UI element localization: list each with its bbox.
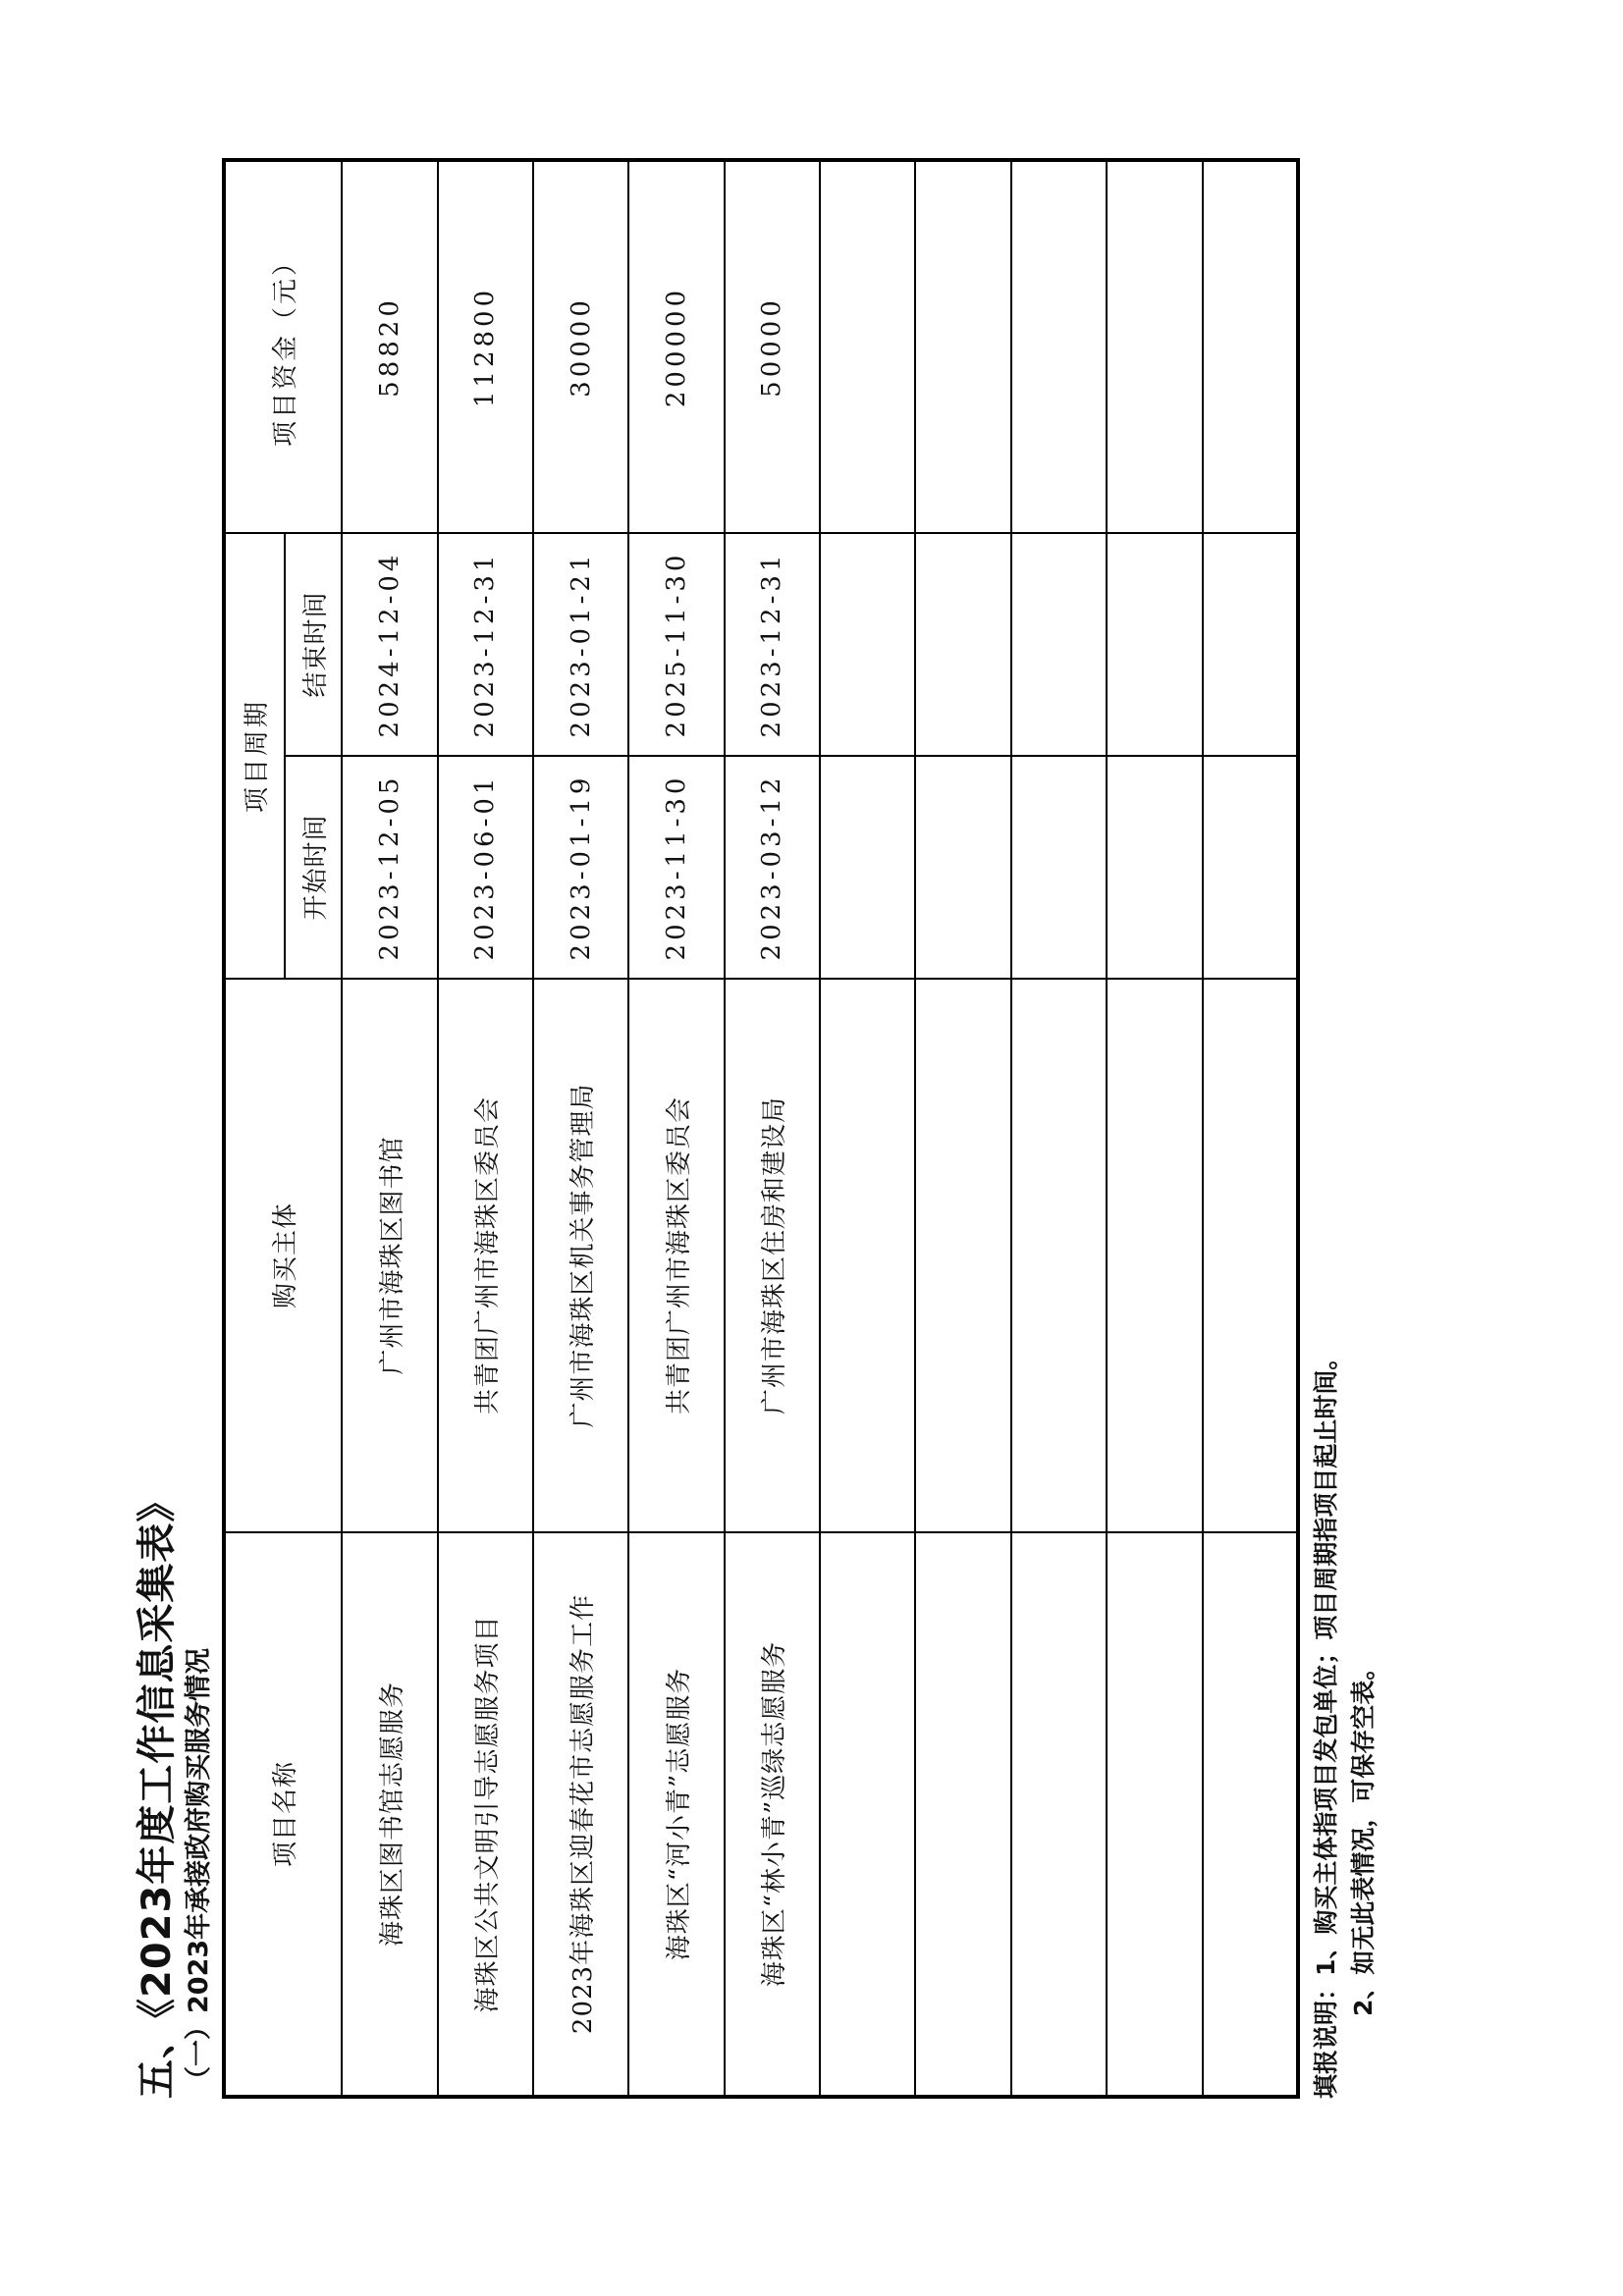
cell-project-name: 海珠区公共文明引导志愿服务项目 (438, 1532, 533, 2097)
cell-end-time: 2024-12-04 (342, 533, 437, 756)
empty-row (820, 160, 915, 2097)
cell-funds: 112800 (438, 160, 533, 533)
empty-row (1107, 160, 1202, 2097)
empty-cell (1203, 756, 1298, 979)
table-row (342, 160, 437, 2097)
cell-start-time: 2023-03-12 (725, 756, 820, 979)
section-title: 五、《2023年度工作信息采集表》 (135, 1481, 180, 2099)
table-row (628, 160, 724, 2097)
empty-cell (1107, 756, 1202, 979)
header-period: 项目周期 (224, 533, 285, 979)
cell-purchaser: 广州市海珠区机关事务管理局 (533, 979, 628, 1532)
empty-row (1011, 160, 1107, 2097)
cell-funds: 200000 (628, 160, 724, 533)
cell-start-time: 2023-01-19 (533, 756, 628, 979)
empty-cell (1107, 533, 1202, 756)
empty-row (915, 160, 1010, 2097)
empty-cell (1107, 1532, 1202, 2097)
empty-cell (1011, 979, 1107, 1532)
empty-cell (1203, 979, 1298, 1532)
header-start-time: 开始时间 (285, 756, 342, 979)
note-line-2: 2、如无此表情况，可保存空表。 (1349, 1655, 1378, 2016)
empty-cell (915, 160, 1010, 533)
empty-cell (1011, 533, 1107, 756)
cell-funds: 30000 (533, 160, 628, 533)
empty-cell (1203, 533, 1298, 756)
empty-cell (820, 756, 915, 979)
empty-cell (915, 979, 1010, 1532)
empty-cell (1107, 160, 1202, 533)
cell-end-time: 2023-01-21 (533, 533, 628, 756)
table-row (725, 160, 820, 2097)
cell-purchaser: 共青团广州市海珠区委员会 (628, 979, 724, 1532)
empty-cell (820, 979, 915, 1532)
header-end-time: 结束时间 (285, 533, 342, 756)
empty-cell (1011, 756, 1107, 979)
empty-cell (1203, 1532, 1298, 2097)
table-row (438, 160, 533, 2097)
cell-funds: 50000 (725, 160, 820, 533)
cell-start-time: 2023-11-30 (628, 756, 724, 979)
header-funds: 项目资金（元） (224, 160, 342, 533)
empty-cell (1203, 160, 1298, 533)
cell-purchaser: 广州市海珠区图书馆 (342, 979, 437, 1532)
cell-start-time: 2023-06-01 (438, 756, 533, 979)
subsection-title: （一）2023年承接政府购买服务情况 (184, 1647, 214, 2093)
note-line-1: 填报说明：1、购买主体指项目发包单位；项目周期指项目起止时间。 (1312, 1345, 1340, 2099)
empty-cell (1011, 1532, 1107, 2097)
empty-cell (820, 1532, 915, 2097)
purchase-services-table (222, 158, 1300, 2099)
empty-row (1203, 160, 1298, 2097)
empty-cell (820, 160, 915, 533)
cell-project-name: 海珠区“林小青”巡绿志愿服务 (725, 1532, 820, 2097)
filling-notes (1308, 1346, 1382, 2099)
header-project-name: 项目名称 (224, 1532, 342, 2097)
cell-funds: 58820 (342, 160, 437, 533)
empty-cell (915, 1532, 1010, 2097)
cell-end-time: 2023-12-31 (438, 533, 533, 756)
empty-cell (820, 533, 915, 756)
cell-purchaser: 广州市海珠区住房和建设局 (725, 979, 820, 1532)
cell-end-time: 2025-11-30 (628, 533, 724, 756)
cell-project-name: 2023年海珠区迎春花市志愿服务工作 (533, 1532, 628, 2097)
cell-project-name: 海珠区图书馆志愿服务 (342, 1532, 437, 2097)
cell-start-time: 2023-12-05 (342, 756, 437, 979)
empty-cell (915, 756, 1010, 979)
empty-cell (1011, 160, 1107, 533)
header-row-1 (224, 160, 285, 2097)
empty-cell (915, 533, 1010, 756)
empty-cell (1107, 979, 1202, 1532)
cell-end-time: 2023-12-31 (725, 533, 820, 756)
cell-project-name: 海珠区“河小青”志愿服务 (628, 1532, 724, 2097)
table-row (533, 160, 628, 2097)
cell-purchaser: 共青团广州市海珠区委员会 (438, 979, 533, 1532)
header-purchaser: 购买主体 (224, 979, 342, 1532)
